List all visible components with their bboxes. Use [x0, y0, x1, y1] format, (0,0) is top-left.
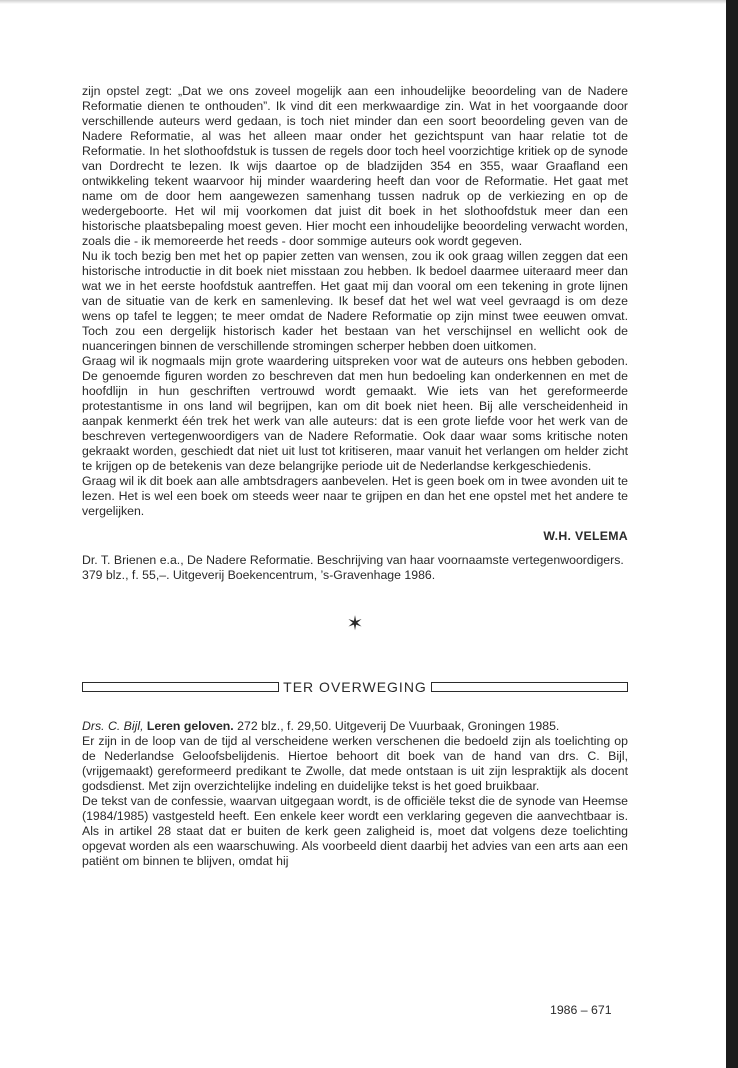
scan-edge-top — [0, 0, 738, 4]
scan-edge-right — [726, 0, 738, 1068]
section-header-bar-left — [82, 682, 279, 692]
star-separator-icon: ✶ — [346, 613, 364, 635]
reviewer-signature: W.H. VELEMA — [543, 529, 628, 543]
review2-heading — [82, 719, 628, 734]
section-header-bar-right — [431, 682, 628, 692]
review2-author: Drs. C. Bijl, — [82, 719, 144, 733]
page-body — [82, 84, 628, 869]
review1-paragraph-4: Graag wil ik dit boek aan alle ambtsdragers aanbevelen. Het is geen boek om in twee avonden uit te lezen. Het is wel een boek om steeds weer naar te grijpen en dan het ene opstel met het andere te vergelijken. — [82, 474, 628, 518]
review2-paragraph-1: Er zijn in de loop van de tijd al verscheidene werken verschenen die bedoeld zijn als toelichting op de Nederlandse Geloofsbelijdenis. Hiertoe behoort dit boek van de hand van drs. C. Bijl, (vrijgemaakt) gereformeerd predikant te Zwolle, dat mede ontstaan is uit zijn lespraktijk als docent godsdienst. Met zijn overzichtelijke indeling en duidelijke tekst is het goed bruikbaar. — [82, 734, 628, 793]
review2-book-details: 272 blz., f. 29,50. Uitgeverij De Vuurbaak, Groningen 1985. — [237, 719, 560, 733]
review1-paragraph-1: zijn opstel zegt: „Dat we ons zoveel mogelijk aan een inhoudelijke beoordeling van de Nadere Reformatie dienen te onthouden”. Ik vind dit een merkwaardige zin. Wat in het voorgaande door verschillende auteurs werd gedaan, is toch niet minder dan een soort beoordeling geven van de Nadere Reformatie, al was het alleen maar onder het gezichtspunt van haar relatie tot de Reformatie. In het slothoofdstuk is tussen de regels door toch heel voorzichtige kritiek op de synode van Dordrecht te lezen. Ik wijs daartoe op de bladzijden 354 en 355, waar Graafland een ontwikkeling tekent waarvoor hij minder waardering heeft dan voor de Reformatie. Het gaat met name om de door hem aangewezen samenhang tussen nadruk op de verkiezing en op de wedergeboorte. Het wil mij voorkomen dat juist dit boek in het slothoofdstuk meer dan een historische plaatsbepaling moest geven. Hier mocht een inhoudelijke beoordeling verwacht worden, zoals die - ik memoreerde het reeds - door sommige auteurs ook wordt gegeven. — [82, 84, 628, 248]
book-citation: Dr. T. Brienen e.a., De Nadere Reformatie. Beschrijving van haar voornaamste vertegenwoordigers. 379 blz., f. 55,–. Uitgeverij Boekencentrum, ’s-Gravenhage 1986. — [82, 553, 624, 582]
section-title: TER OVERWEGING — [283, 678, 427, 695]
review2-book-title: Leren geloven. — [146, 719, 234, 733]
section-header — [82, 677, 628, 697]
review2-paragraph-2: De tekst van de confessie, waarvan uitgegaan wordt, is de officiële tekst die de synode van Heemse (1984/1985) vastgesteld heeft. Een enkele keer wordt een verklaring gegeven die aanvechtbaar is. Als in artikel 28 staat dat er buiten de kerk geen zaligheid is, moet dat volgens deze toelichting opgevat worden als een waarschuwing. Als voorbeeld dient daarbij het advies van een arts aan een patiënt om binnen te blijven, omdat hij — [82, 794, 628, 868]
page-number: 1986 – 671 — [550, 1003, 612, 1017]
review1-paragraph-3: Graag wil ik nogmaals mijn grote waardering uitspreken voor wat de auteurs ons hebben geboden. De genoemde figuren worden zo beschreven dat men hun bedoeling kan onderkennen en met de hoofdlijn in hun geschriften vertrouwd wordt gemaakt. Wie iets van het gereformeerde protestantisme in ons land wil begrijpen, kan om dit boek niet heen. Bij alle verscheidenheid in aanpak kenmerkt één trek het werk van alle auteurs: dat is een grote liefde voor het werk van de beschreven vertegenwoordigers van de Nadere Reformatie. Ook daar waar soms kritische noten gekraakt worden, geschiedt dat niet uit lust tot kritiseren, maar vanuit het verlangen om helder zicht te krijgen op de betekenis van deze belangrijke periode uit de Nederlandse kerkgeschiedenis. — [82, 354, 628, 473]
review1-paragraph-2: Nu ik toch bezig ben met het op papier zetten van wensen, zou ik ook graag willen zeggen dat een historische introductie in dit boek niet misstaan zou hebben. Ik bedoel daarmee uiteraard meer dan wat we in het eerste hoofdstuk aantreffen. Het gaat mij dan vooral om een tekening in grote lijnen van de situatie van de kerk en samenleving. Ik besef dat het wel wat veel gevraagd is om deze wens op tafel te leggen; te meer omdat de Nadere Reformatie op zijn minst twee eeuwen omvat. Toch zou een dergelijk historisch kader het bestaan van het verschijnsel en wellicht ook de nuanceringen binnen de verschillende stromingen scherper hebben doen uitkomen. — [82, 249, 628, 353]
